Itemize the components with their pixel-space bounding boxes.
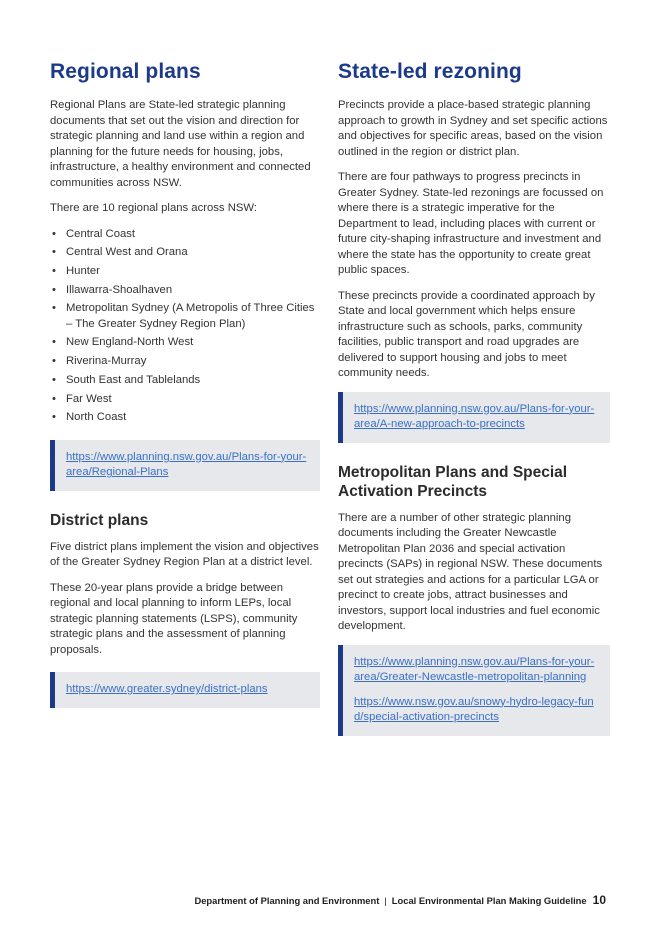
- list-item: • South East and Tablelands: [52, 373, 201, 386]
- district-plans-para-1: Five district plans implement the vision and objectives of the Greater Sydney Region Plan at a district level.: [50, 540, 319, 569]
- footer-separator: |: [384, 895, 387, 906]
- list-item: • Central West and Orana: [52, 246, 188, 259]
- special-activation-precincts-link[interactable]: https://www.nsw.gov.au/snowy-hydro-legacy-fund/special-activation-precincts: [354, 695, 594, 723]
- precincts-link[interactable]: https://www.planning.nsw.gov.au/Plans-for-your-area/A-new-approach-to-precincts: [354, 402, 595, 430]
- regional-plans-list: [50, 227, 320, 426]
- newcastle-metro-link[interactable]: https://www.planning.nsw.gov.au/Plans-for-your-area/Greater-Newcastle-metropolitan-planning: [354, 655, 595, 683]
- district-plans-heading: District plans: [50, 511, 149, 529]
- rezoning-para-1: Precincts provide a place-based strategic planning approach to growth in Sydney and set specific actions and objectives for specific areas, based on the vision outlined in the region or district plan.: [338, 99, 608, 158]
- district-plans-para-2: These 20-year plans provide a bridge between regional and local planning to inform LEPs, local strategic planning statements (LSPS), community strategic plans and the assessment of planning proposals.: [50, 581, 298, 656]
- list-item: • Hunter: [52, 264, 100, 277]
- rezoning-para-3: These precincts provide a coordinated approach by State and local government which helps ensure infrastructure such as schools, parks, community facilities, public transport and road upgrades are delivered to support housing and jobs to meet community needs.: [338, 289, 595, 379]
- metro-plans-para: There are a number of other strategic planning documents including the Greater Newcastle Metropolitan Plan 2036 and special activation precincts (SAPs) in regional NSW. These documents set out strategies and actions for a particular LGA or precinct to create jobs, attract businesses and investors, support local industries and fuel economic development.: [338, 511, 603, 632]
- list-item: • Riverina-Murray: [52, 355, 147, 368]
- regional-plans-heading: Regional plans: [50, 60, 201, 83]
- list-item: • Illawarra-Shoalhaven: [52, 283, 173, 296]
- list-item: • Far West: [52, 392, 112, 405]
- footer-guideline: Local Environmental Plan Making Guideline: [391, 895, 587, 906]
- rezoning-para-2: There are four pathways to progress precincts in Greater Sydney. State-led rezonings are focussed on where there is a strategic imperative for the Department to lead, including places with current or future city-shaping infrastructure and investment and where the state has the opportunity to create great public spaces.: [338, 171, 604, 276]
- regional-plans-intro: Regional Plans are State-led strategic planning documents that set out the vision and direction for strategic planning and land use within a region and planning for the future needs for housing, jobs, infrastructure, a healthy environment and connected communities across NSW.: [50, 99, 311, 189]
- metro-plans-link-box: [338, 645, 610, 736]
- list-item: • New England-North West: [52, 336, 194, 349]
- regional-plans-link[interactable]: https://www.planning.nsw.gov.au/Plans-for-your-area/Regional-Plans: [66, 450, 307, 479]
- right-column: [338, 58, 610, 750]
- page-footer: [0, 893, 606, 907]
- rezoning-link-box: [338, 392, 610, 443]
- left-column: [50, 58, 320, 722]
- metro-plans-heading: Metropolitan Plans and Special Activation Precincts: [338, 463, 568, 500]
- list-item: • Central Coast: [52, 227, 136, 240]
- list-item: • Metropolitan Sydney (A Metropolis of Three Cities – The Greater Sydney Region Plan): [52, 302, 315, 330]
- footer-department: Department of Planning and Environment: [194, 895, 380, 906]
- regional-plans-count: There are 10 regional plans across NSW:: [50, 202, 258, 214]
- district-plans-link[interactable]: https://www.greater.sydney/district-plans: [66, 683, 268, 696]
- page-number: 10: [592, 893, 606, 907]
- regional-plans-link-box: [50, 440, 320, 491]
- district-plans-link-box: [50, 672, 320, 708]
- state-led-rezoning-heading: State-led rezoning: [338, 60, 522, 83]
- list-item: • North Coast: [52, 411, 127, 424]
